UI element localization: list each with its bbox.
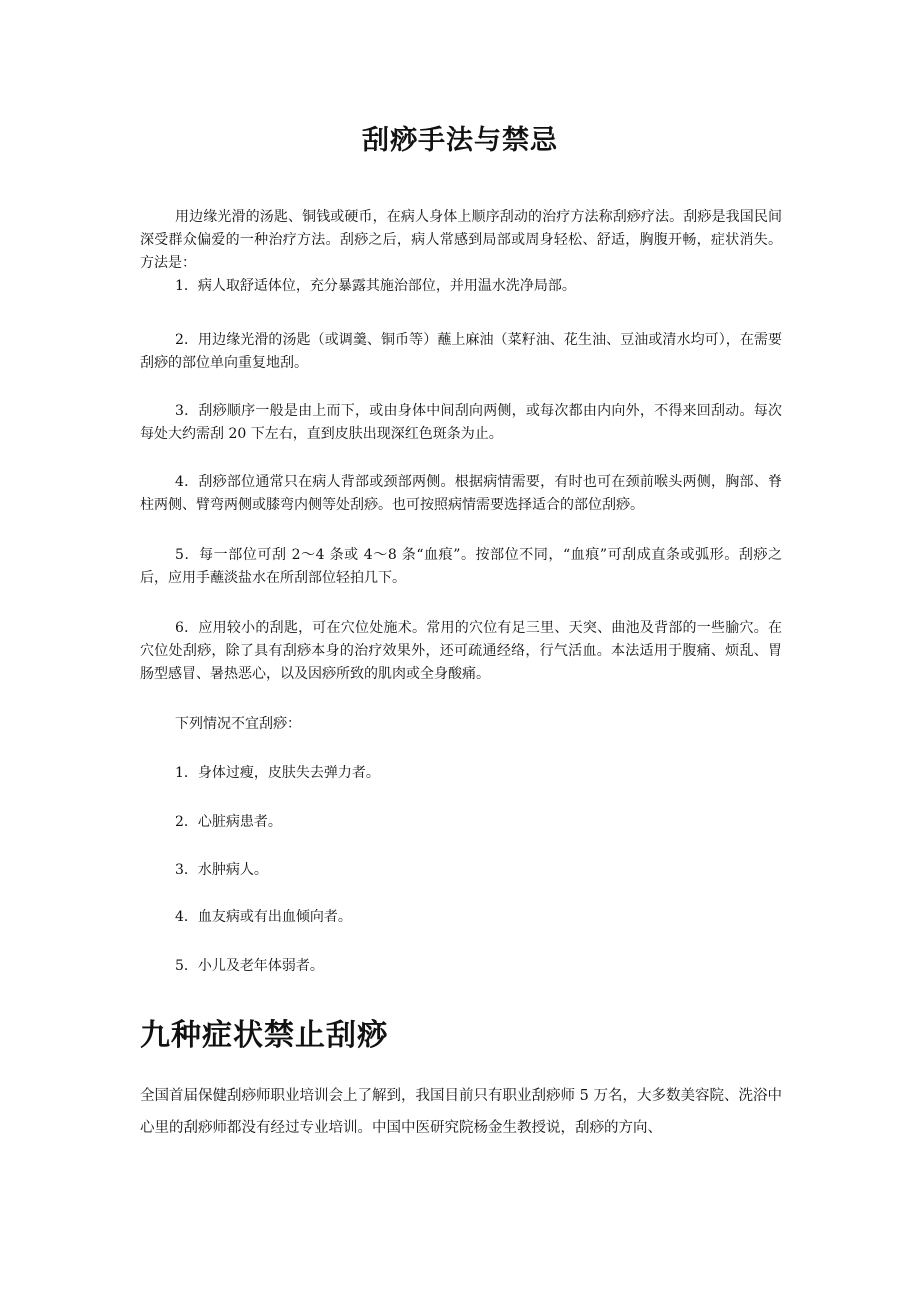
method-block-3	[140, 400, 782, 446]
section-paragraph: 全国首届保健刮痧师职业培训会上了解到，我国目前只有职业刮痧师 5 万名，大多数美容院、洗浴中心里的刮痧师都没有经过专业培训。中国中医研究院杨金生教授说，刮痧的方向、	[140, 1088, 782, 1136]
contraindications-heading: 下列情况不宜刮痧：	[175, 716, 301, 732]
method-item-3: 3．刮痧顺序一般是由上而下，或由身体中间刮向两侧，或每次都由内向外，不得来回刮动。每次每处大约需刮 20 下左右，直到皮肤出现深红色斑条为止。	[140, 403, 782, 442]
method-item-2: 2．用边缘光滑的汤匙（或调羹、铜币等）蘸上麻油（菜籽油、花生油、豆油或清水均可），在需要刮痧的部位单向重复地刮。	[140, 332, 782, 371]
contra-block-1	[140, 762, 782, 785]
method-item-4: 4．刮痧部位通常只在病人背部或颈部两侧。根据病情需要，有时也可在颈前喉头两侧，胸部、脊柱两侧、臂弯两侧或膝弯内侧等处刮痧。也可按照病情需要选择适合的部位刮痧。	[140, 474, 782, 513]
contraindication-item-2: 2．心脏病患者。	[175, 814, 282, 830]
contra-block-2	[140, 811, 782, 834]
contra-block-3	[140, 859, 782, 882]
contra-block-5	[140, 955, 782, 978]
method-item-6: 6．应用较小的刮匙，可在穴位处施术。常用的穴位有足三里、天突、曲池及背部的一些腧穴。在穴位处刮痧，除了具有刮痧本身的治疗效果外，还可疏通经络，行气活血。本法适用于腹痛、烦乱、胃肠型感冒、暑热恶心，以及因痧所致的肌肉或全身酸痛。	[140, 620, 782, 682]
document-title: 刮痧手法与禁忌	[362, 125, 558, 156]
contra-block-4	[140, 906, 782, 929]
contraindication-item-4: 4．血友病或有出血倾向者。	[175, 909, 352, 925]
contraindication-item-1: 1．身体过瘦，皮肤失去弹力者。	[175, 765, 380, 781]
section-heading: 九种症状禁止刮痧	[140, 1018, 388, 1053]
method-item-5: 5．每一部位可刮 2～4 条或 4～8 条“血痕”。按部位不同，“血痕”可刮成直条或弧形。刮痧之后，应用手蘸淡盐水在所刮部位轻拍几下。	[140, 547, 782, 586]
contraindication-item-3: 3．水肿病人。	[175, 862, 268, 878]
method-block-4	[140, 471, 782, 517]
method-block-2	[140, 329, 782, 375]
contra-heading-block	[140, 713, 782, 736]
method-item-1: 1．病人取舒适体位，充分暴露其施治部位，并用温水洗净局部。	[175, 278, 576, 294]
intro-block	[140, 206, 782, 298]
method-block-5	[140, 544, 782, 590]
method-block-6	[140, 617, 782, 686]
intro-paragraph: 用边缘光滑的汤匙、铜钱或硬币，在病人身体上顺序刮动的治疗方法称刮痧疗法。刮痧是我国民间深受群众偏爱的一种治疗方法。刮痧之后，病人常感到局部或周身轻松、舒适，胸腹开畅，症状消失。方法是：	[140, 209, 782, 271]
contraindication-item-5: 5．小儿及老年体弱者。	[175, 958, 324, 974]
